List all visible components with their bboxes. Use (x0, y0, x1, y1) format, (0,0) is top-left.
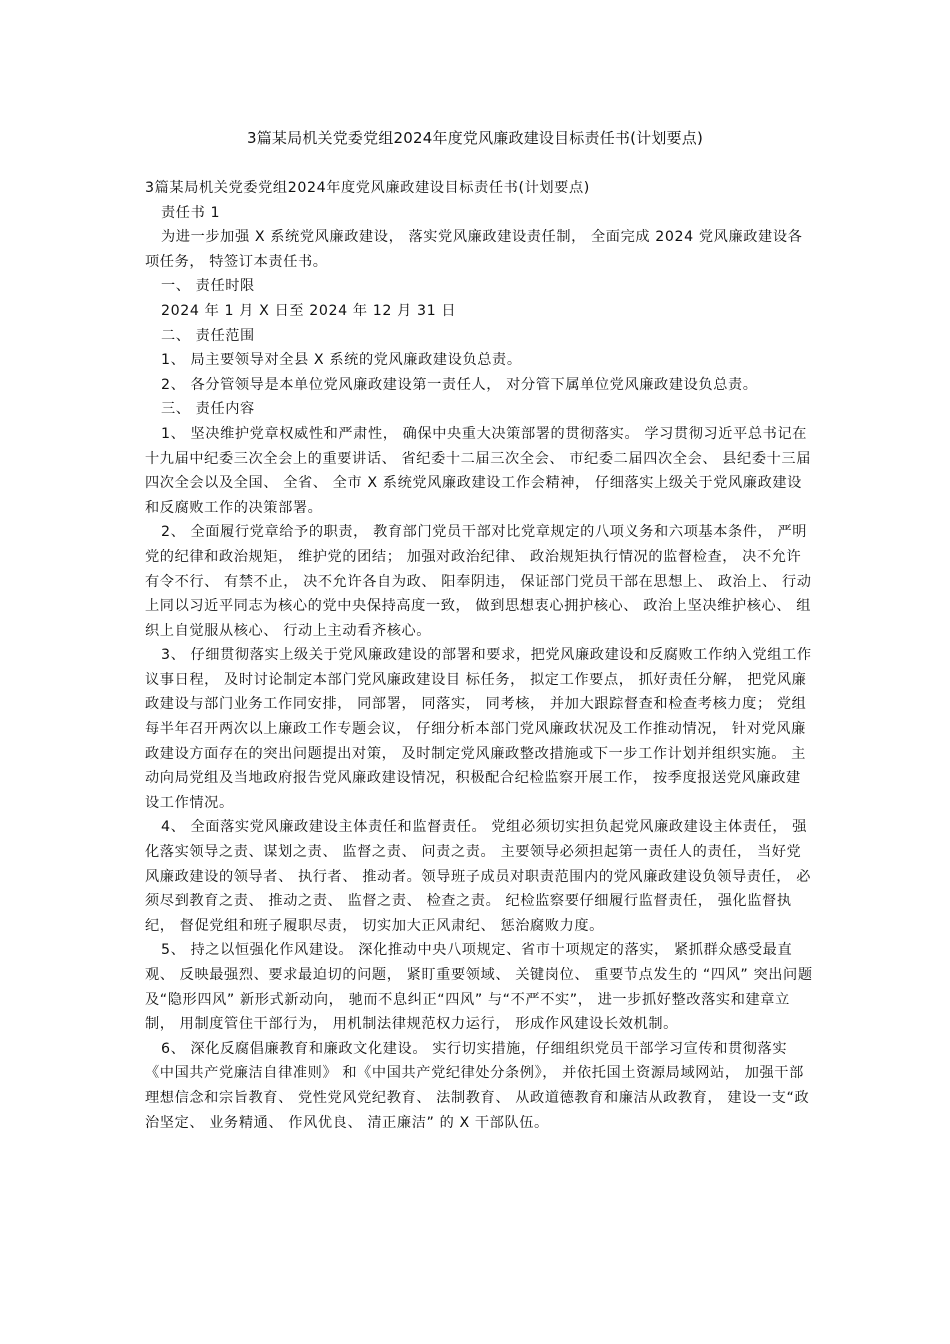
content-item-3: 3、 仔细贯彻落实上级关于党风廉政建设的部署和要求，把党风廉政建设和反腐败工作纳入党组工作议事日程， 及时讨论制定本部门党风廉政建设目 标任务， 拟定工作要点， 抓好责任分解， 把党风廉政建设与部门业务工作同安排， 同部署， 同落实， 同考核， 并加大跟踪督查和检查考核力度； 党组每半年召开两次以上廉政工作专题会议， 仔细分析本部门党风廉政状况及工作推动情况， 针对党风廉政建设方面存在的突出问题提出对策， 及时制定党风廉政整改措施或下一步工作计划并组织实施。 主动向局党组及当地政府报告党风廉政建设情况，积极配合纪检监察开展工作， 按季度报送党风廉政建设工作情况。 (145, 647, 812, 811)
scope-item-1: 1、 局主要领导对全县 X 系统的党风廉政建设负总责。 (161, 352, 522, 369)
document-subtitle: 3篇某局机关党委党组2024年度党风廉政建设目标责任书(计划要点) (145, 180, 590, 196)
section-heading-scope: 二、 责任范围 (161, 327, 255, 344)
period-text: 2024 年 1 月 X 日至 2024 年 12 月 31 日 (161, 302, 457, 319)
scope-item-2: 2、 各分管领导是本单位党风廉政建设第一责任人， 对分管下属单位党风廉政建设负总责。 (161, 376, 758, 393)
content-item-6: 6、 深化反腐倡廉教育和廉政文化建设。 实行切实措施，仔细组织党员干部学习宣传和贯彻落实《中国共产党廉洁自律准则》 和《中国共产党纪律处分条例》， 并依托国土资源局域网站， 加强干部理想信念和宗旨教育、 党性党风党纪教育、 法制教育、 从政道德教育和廉洁从政教育， 建设一支“政治坚定、 业务精通、 作风优良、 清正廉洁” 的 X 干部队伍。 (145, 1040, 810, 1131)
section-heading-period: 一、 责任时限 (161, 278, 255, 295)
content-item-1: 1、 坚决维护党章权威性和严肃性， 确保中央重大决策部署的贯彻落实。 学习贯彻习近平总书记在十九届中纪委三次全会上的重要讲话、 省纪委十二届三次全会、 市纪委二届四次全会、 县纪委十三届四次全会以及全国、 全省、 全市 X 系统党风廉政建设工作会精神， 仔细落实上级关于党风廉政建设和反腐败工作的决策部署。 (145, 425, 811, 516)
document-body (145, 176, 813, 1135)
content-item-2: 2、 全面履行党章给予的职责， 教育部门党员干部对比党章规定的八项义务和六项基本条件， 严明党的纪律和政治规矩， 维护党的团结； 加强对政治纪律、 政治规矩执行情况的监督检查， 决不允许有令不行、 有禁不止， 决不允许各自为政、 阳奉阴违， 保证部门党员干部在思想上、 政治上、 行动上同以习近平同志为核心的党中央保持高度一致， 做到思想衷心拥护核心、 政治上坚决维护核心、 组织上自觉服从核心、 行动上主动看齐核心。 (145, 524, 812, 639)
book-label: 责任书 1 (161, 204, 221, 221)
intro-paragraph: 为进一步加强 X 系统党风廉政建设， 落实党风廉政建设责任制， 全面完成 2024 党风廉政建设各项任务， 特签订本责任书。 (145, 229, 803, 270)
content-item-5: 5、 持之以恒强化作风建设。 深化推动中央八项规定、省市十项规定的落实， 紧抓群众感受最直观、 反映最强烈、要求最迫切的问题， 紧盯重要领域、 关键岗位、 重要节点发生的 “四风” 突出问题及“隐形四风” 新形式新动向， 驰而不息纠正“四风” 与“不严不实”， 进一步抓好整改落实和建章立制， 用制度管住干部行为， 用机制法律规范权力运行， 形成作风建设长效机制。 (145, 942, 813, 1033)
document-title: 3篇某局机关党委党组2024年度党风廉政建设目标责任书(计划要点) (246, 129, 704, 147)
section-heading-content: 三、 责任内容 (161, 401, 255, 418)
content-item-4: 4、 全面落实党风廉政建设主体责任和监督责任。 党组必须切实担负起党风廉政建设主体责任， 强化落实领导之责、谋划之责、 监督之责、 问责之责。 主要领导必须担起第一责任人的责任， 当好党风廉政建设的领导者、 执行者、 推动者。领导班子成员对职责范围内的党风廉政建设负领导责任， 必须尽到教育之责、 推动之责、 监督之责、 检查之责。 纪检监察要仔细履行监督责任， 强化监督执纪， 督促党组和班子履职尽责， 切实加大正风肃纪、 惩治腐败力度。 (145, 819, 811, 934)
